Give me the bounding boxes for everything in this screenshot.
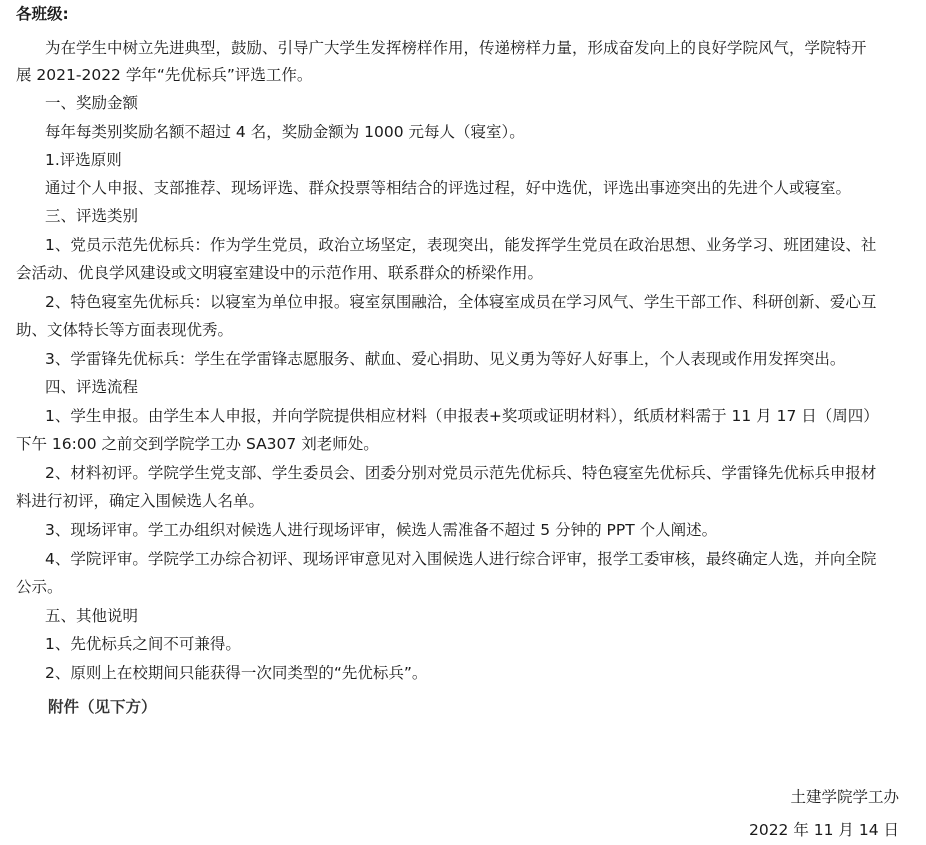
section-3-item-1-line-1: 1、党员示范先优标兵：作为学生党员，政治立场坚定，表现突出，能发挥学生党员在政治思想、业务学习、班团建设、社 — [45, 236, 877, 254]
section-2-text: 通过个人申报、支部推荐、现场评选、群众投票等相结合的评选过程，好中选优，评选出事迹突出的先进个人或寝室。 — [45, 179, 852, 197]
attachment-note: 附件（见下方） — [48, 698, 157, 716]
section-3-title: 三、评选类别 — [45, 207, 139, 225]
section-4-item-4-line-2: 公示。 — [16, 578, 63, 596]
greeting: 各班级: — [16, 5, 69, 23]
section-2-title: 1.评选原则 — [45, 151, 122, 169]
section-4-item-1-line-1: 1、学生申报。由学生本人申报，并向学院提供相应材料（申报表+奖项或证明材料），纸质材料需于 11 月 17 日（周四） — [45, 407, 879, 425]
section-5-title: 五、其他说明 — [45, 607, 139, 625]
section-1-title: 一、奖励金额 — [45, 94, 139, 112]
section-4-item-1-line-2: 下午 16:00 之前交到学院学工办 SA307 刘老师处。 — [16, 435, 379, 453]
section-3-item-3: 3、学雷锋先优标兵：学生在学雷锋志愿服务、献血、爱心捐助、见义勇为等好人好事上，个人表现或作用发挥突出。 — [45, 350, 846, 368]
signature-org: 土建学院学工办 — [790, 788, 899, 806]
intro-line-2: 展 2021-2022 学年“先优标兵”评选工作。 — [16, 66, 313, 84]
section-3-item-2-line-1: 2、特色寝室先优标兵：以寝室为单位申报。寝室氛围融洽，全体寝室成员在学习风气、学生干部工作、科研创新、爱心互 — [45, 293, 877, 311]
intro-line-1: 为在学生中树立先进典型，鼓励、引导广大学生发挥榜样作用，传递榜样力量，形成奋发向上的良好学院风气，学院特开 — [45, 39, 867, 57]
section-4-item-2-line-1: 2、材料初评。学院学生党支部、学生委员会、团委分别对党员示范先优标兵、特色寝室先优标兵、学雷锋先优标兵申报材 — [45, 464, 877, 482]
section-5-item-1: 1、先优标兵之间不可兼得。 — [45, 635, 241, 653]
section-1-text: 每年每类别奖励名额不超过 4 名，奖励金额为 1000 元每人（寝室）。 — [45, 123, 525, 141]
signature-date: 2022 年 11 月 14 日 — [748, 821, 899, 839]
section-4-item-4-line-1: 4、学院评审。学院学工办综合初评、现场评审意见对入围候选人进行综合评审，报学工委审核，最终确定人选，并向全院 — [45, 550, 877, 568]
section-4-item-2-line-2: 料进行初评，确定入围候选人名单。 — [16, 492, 265, 510]
section-4-title: 四、评选流程 — [45, 378, 139, 396]
section-3-item-1-line-2: 会活动、优良学风建设或文明寝室建设中的示范作用、联系群众的桥梁作用。 — [16, 264, 544, 282]
section-3-item-2-line-2: 助、文体特长等方面表现优秀。 — [16, 321, 234, 339]
section-4-item-3: 3、现场评审。学工办组织对候选人进行现场评审，候选人需准备不超过 5 分钟的 PPT 个人阐述。 — [45, 521, 718, 539]
section-5-item-2: 2、原则上在校期间只能获得一次同类型的“先优标兵”。 — [45, 664, 428, 682]
